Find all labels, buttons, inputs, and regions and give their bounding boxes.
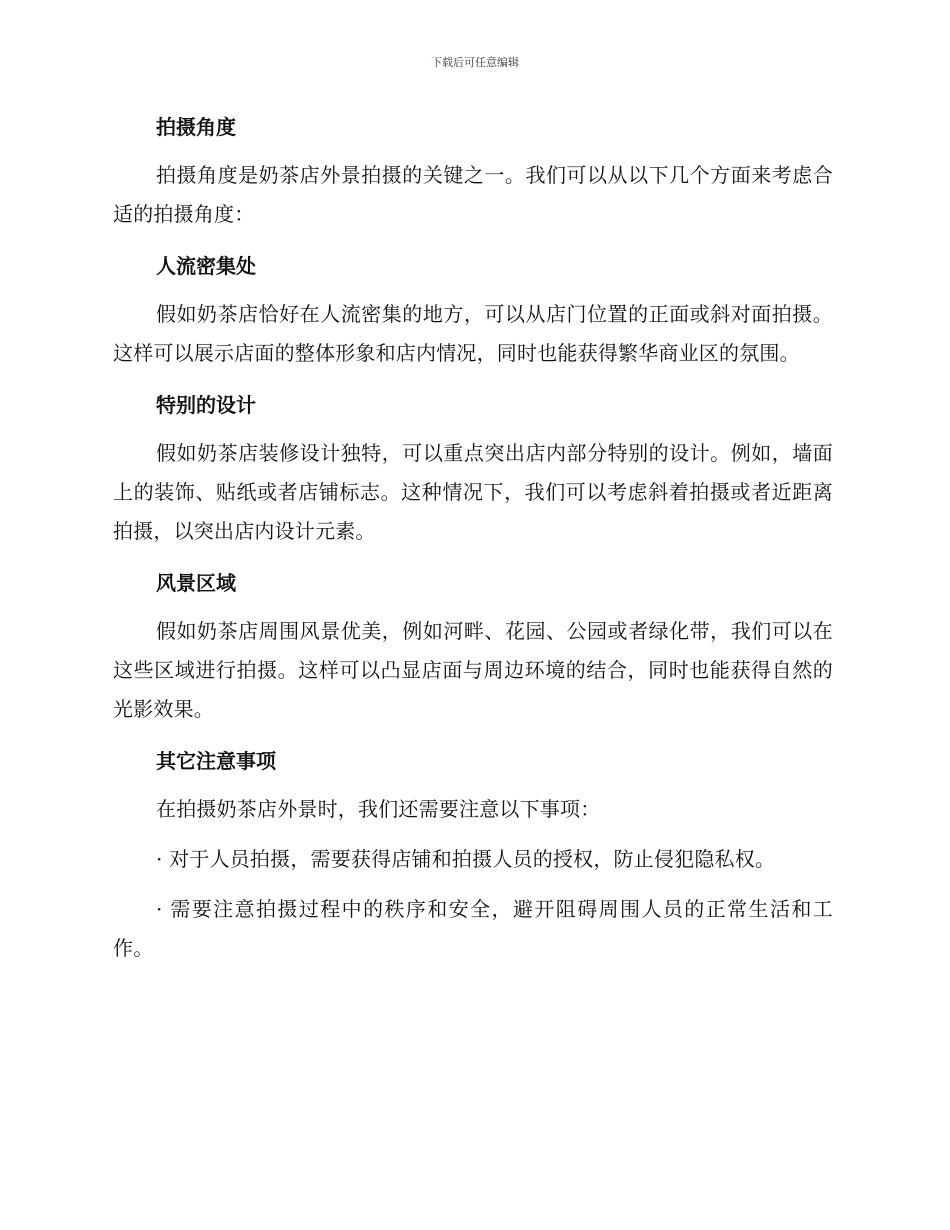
document-body	[113, 106, 833, 968]
paragraph-scenic-area: 假如奶茶店周围风景优美，例如河畔、花园、公园或者绿化带，我们可以在这些区域进行拍摄。这样可以凸显店面与周边环境的结合，同时也能获得自然的光影效果。	[113, 619, 833, 721]
section-heading-crowded-area: 人流密集处	[156, 254, 256, 278]
paragraph-other-notes-intro: 在拍摄奶茶店外景时，我们还需要注意以下事项：	[156, 797, 601, 821]
section-heading-special-design: 特别的设计	[156, 393, 256, 417]
paragraph-special-design: 假如奶茶店装修设计独特，可以重点突出店内部分特别的设计。例如，墙面上的装饰、贴纸或者店铺标志。这种情况下，我们可以考虑斜着拍摄或者近距离拍摄，以突出店内设计元素。	[113, 441, 833, 543]
paragraph-other-notes-bullet-2: · 需要注意拍摄过程中的秩序和安全，避开阻碍周围人员的正常生活和工作。	[113, 897, 833, 960]
paragraph-crowded-area: 假如奶茶店恰好在人流密集的地方，可以从店门位置的正面或斜对面拍摄。这样可以展示店面的整体形象和店内情况，同时也能获得繁华商业区的氛围。	[113, 302, 833, 365]
paragraph-other-notes-bullet-1: · 对于人员拍摄，需要获得店铺和拍摄人员的授权，防止侵犯隐私权。	[156, 847, 776, 871]
section-heading-scenic-area: 风景区域	[156, 571, 236, 595]
paragraph-shooting-angle: 拍摄角度是奶茶店外景拍摄的关键之一。我们可以从以下几个方面来考虑合适的拍摄角度：	[113, 163, 833, 226]
section-heading-shooting-angle: 拍摄角度	[156, 115, 236, 139]
header-note: 下载后可任意编辑	[431, 56, 519, 69]
section-heading-other-notes: 其它注意事项	[156, 749, 276, 773]
